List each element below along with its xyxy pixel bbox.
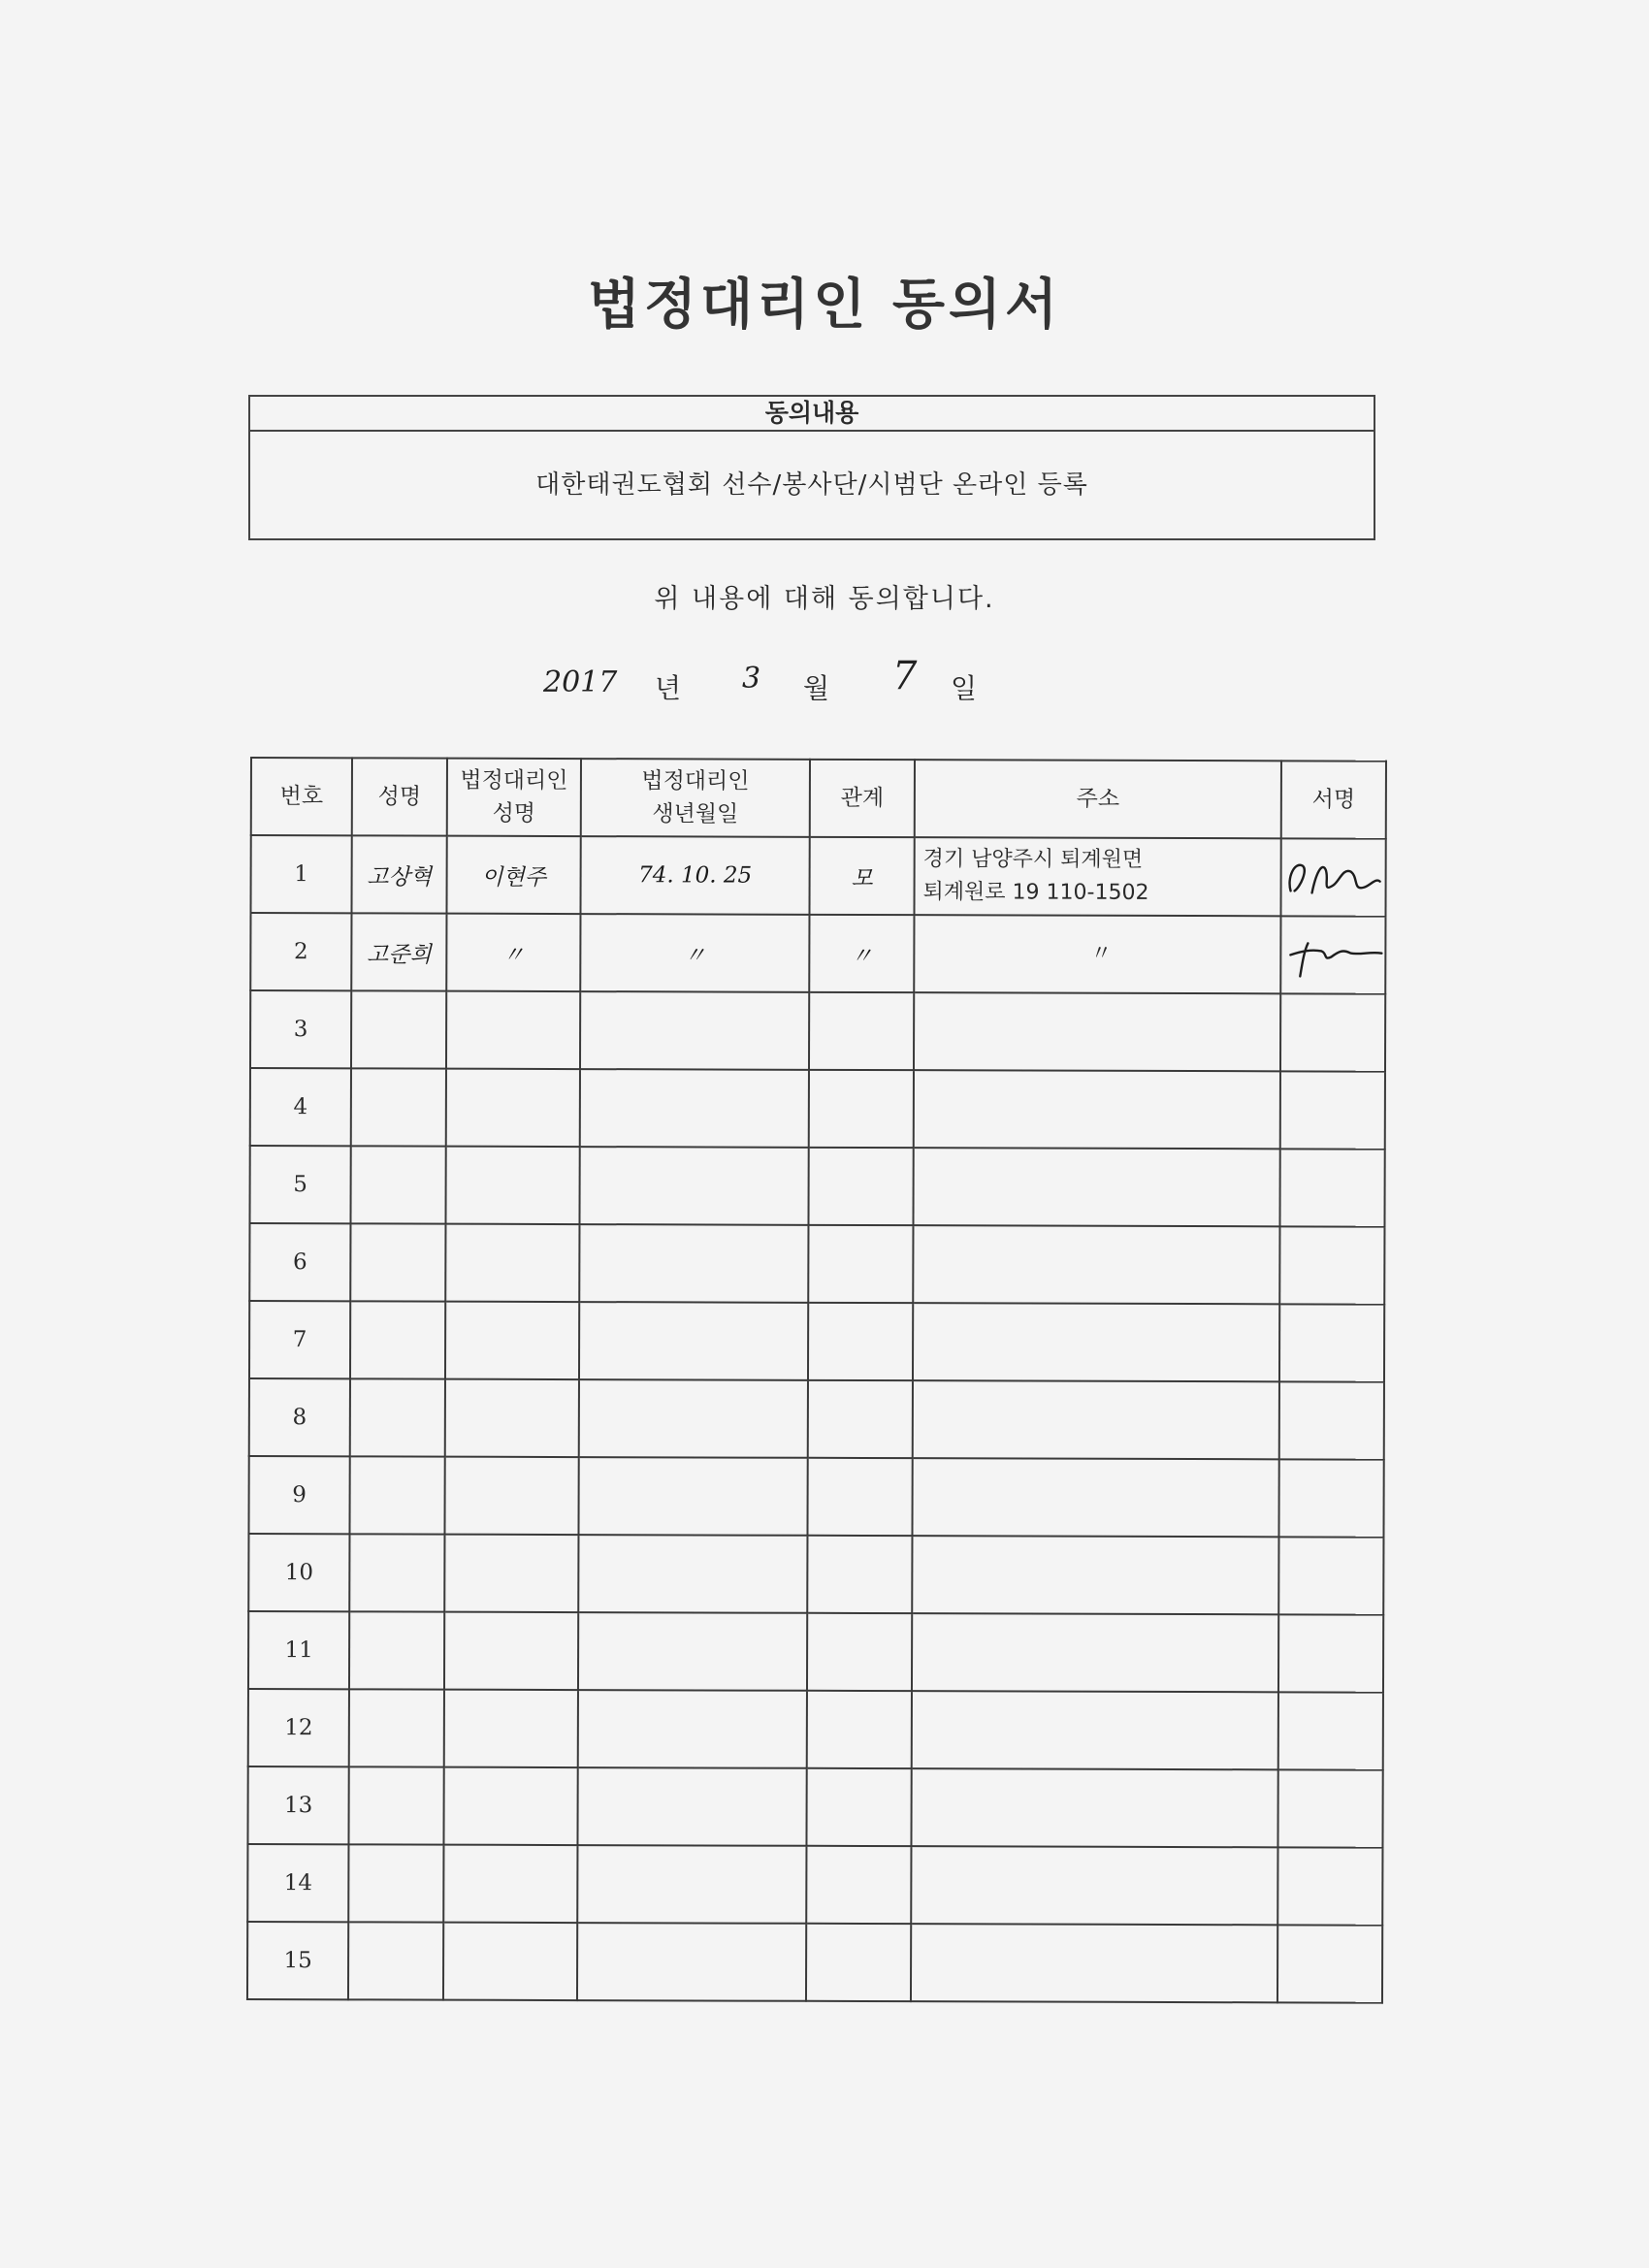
- row-number: 4: [250, 1068, 351, 1146]
- row-signature: [1278, 1614, 1383, 1692]
- row-address-line1: 〃: [1090, 941, 1113, 966]
- row-address: [913, 1225, 1279, 1304]
- row-name: [351, 1068, 446, 1146]
- row-signature: [1280, 838, 1385, 916]
- date-month-handwritten: 3: [742, 662, 761, 696]
- row-signature: [1280, 916, 1385, 993]
- row-guardian-name: [445, 1302, 579, 1379]
- row-signature: [1279, 1149, 1384, 1226]
- table-row: [249, 1378, 1384, 1460]
- row-relation: [808, 1303, 913, 1380]
- consent-header: 동의내용: [250, 397, 1374, 432]
- row-signature: [1279, 1226, 1384, 1304]
- row-relation: [806, 1768, 911, 1846]
- row-relation: [808, 1225, 913, 1303]
- header-no: 번호: [251, 758, 352, 835]
- row-guardian-birth: [578, 1457, 807, 1536]
- row-address: [914, 915, 1280, 993]
- table-row: [250, 835, 1385, 917]
- document-title: 법정대리인 동의서: [587, 274, 1062, 337]
- header-relation: 관계: [810, 760, 915, 837]
- table-row: [247, 1922, 1382, 2003]
- row-relation: [806, 1846, 911, 1924]
- row-address: [912, 1536, 1278, 1614]
- row-name: [350, 1378, 445, 1456]
- row-guardian-name: [443, 1923, 577, 2000]
- consent-box: [248, 395, 1375, 540]
- row-guardian-name: [445, 1379, 579, 1457]
- date-month-unit: 월: [803, 672, 830, 704]
- table-row: [250, 990, 1385, 1072]
- header-guardian-name-line1: 법정대리인: [460, 767, 568, 794]
- table-row: [248, 1534, 1383, 1615]
- row-guardian-birth: [577, 1845, 806, 1924]
- row-signature: [1279, 1381, 1384, 1459]
- row-address: [912, 1691, 1278, 1769]
- row-number: 5: [249, 1146, 350, 1223]
- row-name: [351, 990, 446, 1068]
- date-line: [543, 654, 1048, 718]
- row-guardian-name: [445, 1224, 579, 1302]
- table-row: [247, 1766, 1382, 1848]
- row-address: [911, 1768, 1277, 1847]
- row-number: 10: [248, 1534, 349, 1611]
- header-signature: 서명: [1281, 761, 1386, 838]
- row-relation: [807, 1458, 912, 1536]
- row-address: [912, 1613, 1278, 1692]
- row-address: [912, 1458, 1278, 1537]
- row-guardian-birth: [580, 1069, 809, 1148]
- header-guardian-name: [447, 759, 581, 836]
- row-relation: [808, 1148, 913, 1225]
- row-number: 14: [247, 1844, 348, 1922]
- header-address: 주소: [915, 760, 1281, 838]
- row-signature: [1277, 1925, 1382, 2002]
- date-year-unit: 년: [655, 672, 682, 704]
- row-relation: [809, 992, 914, 1070]
- row-guardian-birth: [577, 1923, 806, 2001]
- row-guardian-birth: 〃: [580, 914, 809, 992]
- row-signature: [1277, 1847, 1382, 1925]
- table-header-row: [251, 758, 1386, 839]
- row-number: 8: [249, 1378, 350, 1456]
- row-guardian-name: 〃: [446, 914, 580, 991]
- row-guardian-name: [444, 1690, 578, 1767]
- row-guardian-name: [444, 1457, 578, 1535]
- row-relation: 〃: [809, 915, 914, 992]
- row-name: [349, 1534, 444, 1611]
- table-row: [248, 1689, 1383, 1770]
- row-guardian-name: [446, 1069, 580, 1147]
- row-guardian-name: [444, 1535, 578, 1612]
- row-signature: [1279, 1304, 1384, 1381]
- row-number: 12: [248, 1689, 349, 1766]
- row-number: 3: [250, 990, 351, 1068]
- row-signature: [1278, 1537, 1383, 1614]
- row-name: 고상혁: [351, 835, 446, 913]
- row-address: [913, 1148, 1279, 1226]
- header-name: 성명: [352, 758, 447, 835]
- row-name: 고준희: [351, 913, 446, 990]
- row-guardian-birth: [578, 1690, 807, 1768]
- row-address: [911, 1846, 1277, 1925]
- row-signature: [1280, 1071, 1385, 1149]
- row-relation: 모: [809, 837, 914, 915]
- row-guardian-birth: 74. 10. 25: [580, 836, 809, 915]
- row-guardian-birth: [577, 1767, 806, 1846]
- date-day-handwritten: 7: [892, 654, 918, 698]
- row-relation: [806, 1924, 911, 2001]
- row-address: [914, 992, 1280, 1071]
- row-address: [914, 837, 1280, 916]
- row-relation: [808, 1380, 913, 1458]
- row-address: [913, 1380, 1279, 1459]
- header-guardian-birth: [581, 759, 810, 837]
- row-address: [913, 1303, 1279, 1381]
- row-guardian-birth: [578, 1535, 807, 1613]
- row-guardian-name: [443, 1845, 577, 1923]
- row-name: [349, 1689, 444, 1766]
- row-name: [350, 1301, 445, 1378]
- row-relation: [807, 1691, 912, 1768]
- table-row: [250, 913, 1385, 994]
- table-row: [249, 1146, 1384, 1227]
- row-signature: [1280, 993, 1385, 1071]
- row-number: 6: [249, 1223, 350, 1301]
- table-row: [247, 1844, 1382, 1926]
- row-relation: [807, 1536, 912, 1613]
- row-name: [350, 1223, 445, 1301]
- handwritten-signature-2: [1282, 925, 1383, 984]
- row-address-line2: 퇴계원로 19 110-1502: [922, 880, 1149, 905]
- table-row: [250, 1068, 1385, 1150]
- row-number: 11: [248, 1611, 349, 1689]
- agreement-text: 위 내용에 대해 동의합니다.: [654, 584, 995, 614]
- row-guardian-name: 이현주: [446, 836, 580, 914]
- row-address: [914, 1070, 1280, 1149]
- row-guardian-name: [446, 991, 580, 1069]
- table-row: [249, 1223, 1384, 1305]
- row-number: 2: [250, 913, 351, 990]
- date-day-unit: 일: [951, 672, 978, 704]
- row-name: [349, 1611, 444, 1689]
- row-guardian-birth: [579, 1302, 808, 1380]
- row-signature: [1278, 1692, 1383, 1769]
- row-guardian-name: [443, 1767, 577, 1845]
- guardian-roster-table: [246, 757, 1387, 2004]
- row-guardian-birth: [580, 991, 809, 1070]
- row-signature: [1278, 1459, 1383, 1537]
- row-guardian-birth: [579, 1224, 808, 1303]
- handwritten-signature-1: [1283, 848, 1384, 906]
- row-name: [349, 1456, 444, 1534]
- consent-content: 대한태권도협회 선수/봉사단/시범단 온라인 등록: [535, 470, 1088, 500]
- row-number: 7: [249, 1301, 350, 1378]
- row-guardian-birth: [578, 1612, 807, 1691]
- row-guardian-name: [445, 1147, 579, 1224]
- row-name: [348, 1766, 443, 1844]
- table-row: [249, 1301, 1384, 1382]
- row-signature: [1277, 1769, 1382, 1847]
- row-number: 1: [250, 835, 351, 913]
- row-number: 13: [247, 1766, 348, 1844]
- header-guardian-birth-line1: 법정대리인: [641, 768, 750, 794]
- row-address: [911, 1924, 1277, 2002]
- row-relation: [807, 1613, 912, 1691]
- date-year-handwritten: 2017: [543, 665, 618, 699]
- row-name: [348, 1922, 443, 1999]
- header-guardian-birth-line2: 생년월일: [652, 801, 739, 827]
- row-guardian-name: [444, 1612, 578, 1690]
- row-number: 9: [248, 1456, 349, 1534]
- row-address-line1: 경기 남양주시 퇴계원면: [922, 847, 1144, 872]
- row-guardian-birth: [579, 1379, 808, 1458]
- table-row: [248, 1611, 1383, 1693]
- table-row: [248, 1456, 1383, 1538]
- row-guardian-birth: [579, 1147, 808, 1225]
- row-name: [348, 1844, 443, 1922]
- row-relation: [809, 1070, 914, 1148]
- row-name: [350, 1146, 445, 1223]
- row-number: 15: [247, 1922, 348, 1999]
- header-guardian-name-line2: 성명: [492, 800, 536, 826]
